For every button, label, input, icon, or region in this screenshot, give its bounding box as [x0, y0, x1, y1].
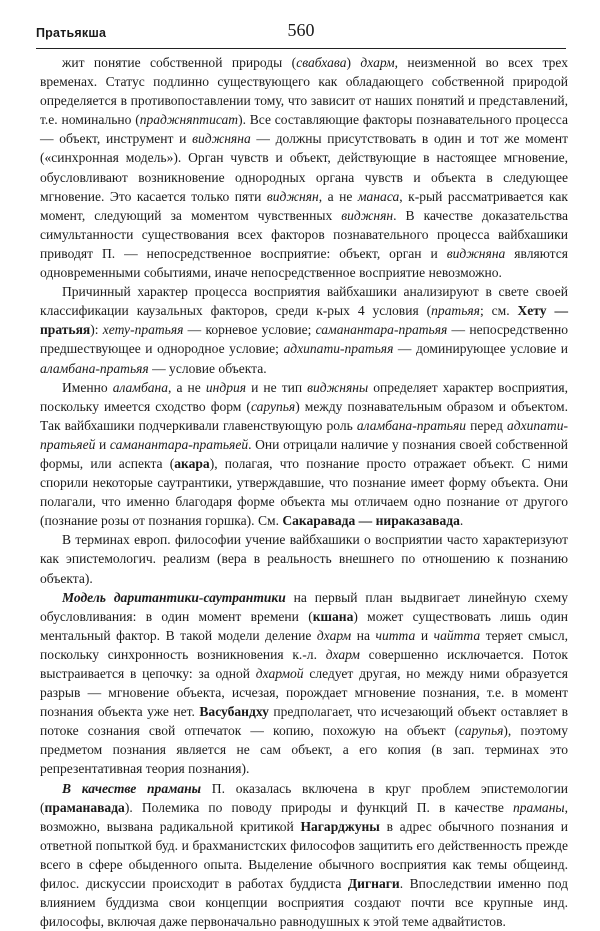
- text-run: ). Все составляющие факторы познавательного процесса — объект, инструмент и: [40, 112, 568, 147]
- text-run: П. оказалась включена в круг проблем эпистемологии (: [40, 780, 568, 815]
- text-run: ), поэтому предметом познания является не сам объект, а его копия (в зап. терминах это репрезентативная теория познания).: [40, 723, 569, 777]
- paragraph: [40, 779, 568, 931]
- text-run: и: [415, 627, 434, 643]
- bold-term: Нагарджуны: [300, 818, 380, 834]
- italic-term: праджняптисат: [139, 112, 239, 128]
- text-run: являются одновременными событиями, иначе непосредственное восприятие невозможно.: [40, 245, 568, 281]
- text-run: ) между познавательным образом и объектом. Так вайбхашики подчеркивали главенствующую роль: [40, 398, 568, 433]
- text-run: , а не: [318, 188, 358, 204]
- text-run: перед: [466, 417, 507, 433]
- italic-term: аламбана-пратьяя: [40, 360, 149, 376]
- text-run: в адрес обычного познания и ответной попыткой буд. и брахманистских философов защитить его действенность прежде всего в сфере обыденного опыта. Выделение обычного восприятия как темы общеинд. филос. дискуссии происходит в работах буддиста: [40, 818, 568, 892]
- italic-term: адхипати-пратьяей: [40, 417, 568, 452]
- bold-term: праманавада: [44, 799, 125, 815]
- italic-term: сарупья: [250, 398, 296, 414]
- text-run: , к-рый рассматривается как момент, следующий за моментом чувственных: [40, 188, 568, 223]
- paragraph: [40, 530, 568, 587]
- italic-term: чайтта: [433, 627, 481, 643]
- text-run: на первый план выдвигает линейную схему обусловливания: в один момент времени (: [40, 589, 568, 624]
- italic-term: саманантара-пратьяя: [315, 322, 448, 338]
- text-run: — доминирующее условие и: [393, 341, 569, 357]
- italic-term: дхарм: [316, 627, 352, 643]
- text-run: и: [95, 436, 110, 452]
- text-run: на: [351, 627, 376, 643]
- italic-term: сарупья: [459, 723, 504, 739]
- text-run: — непосредственно предшествующее и однородное условие;: [40, 322, 568, 357]
- paragraph: [40, 588, 568, 779]
- text-run: , неизменной во всех трех временах. Статус подлинно существующего как обладающего собственной природой определяется в противопоставлении тому, что зависит от наших понятий и представлений, т.е. номинально (: [40, 55, 568, 128]
- text-run: ; см.: [479, 303, 518, 319]
- text-run: ): [346, 55, 361, 70]
- italic-term: адхипати-пратьяя: [283, 341, 394, 357]
- italic-term: дхарм: [325, 646, 360, 662]
- text-run: ), полагая, что познание просто отражает объект. С ними спорили некоторые саутрантики, утверждавшие, что познание имеет форму объекта. Они полагали, что именно благодаря форме объекта мы отличаем одно познание от другого (познание розы от познания горшка). См.: [40, 455, 568, 529]
- italic-term: хету-пратьяя: [102, 322, 184, 338]
- bold-term: Хету — пратьяя: [40, 303, 568, 338]
- italic-term: праманы: [512, 799, 565, 815]
- text-run: ) может существовать лишь один ментальный фактор. В такой модели деление: [40, 608, 568, 643]
- text-run: следует другая, но между ними образуется разрыв — мгновение объекта, исчезая, порождает мгновение познания, т.е. в момент познания объекта уже нет.: [40, 666, 568, 720]
- text-run: определяет характер восприятия, поскольку имеется сходство форм (: [40, 379, 568, 414]
- italic-term: виджняны: [307, 379, 369, 395]
- article-body: [40, 53, 568, 931]
- paragraph: [40, 282, 568, 377]
- paragraph: [40, 53, 568, 282]
- italic-term: индрия: [205, 379, 247, 395]
- text-run: — условие объекта.: [148, 360, 267, 376]
- italic-term: виджнян: [266, 188, 319, 204]
- italic-term: дхарм: [360, 55, 395, 70]
- text-run: — должны присутствовать в один и тот же момент («синхронная модель»). Орган чувств и объект, действующие в настоящее мгновение, обусловливают возникновение однородных органа чувств и объекта в следующее мгновение. Это касается только пяти: [40, 131, 568, 204]
- text-run: , возможно, вызвана радикальной критикой: [40, 799, 568, 834]
- italic-term: дхармой: [255, 666, 304, 681]
- text-run: ). Полемика по поводу природы и функций П. в качестве: [124, 799, 513, 815]
- bold-term: кшана: [312, 608, 354, 624]
- italic-term: аламбана-пратьяи: [356, 417, 467, 433]
- text-run: , а не: [168, 379, 206, 395]
- bold-term: Дигнаги: [347, 876, 400, 892]
- text-run: Именно: [62, 379, 113, 395]
- page-number: 560: [287, 20, 315, 40]
- text-run: предполагает, что исчезающий объект оставляет в потоке сознания свой отпечаток — копию, похожую на объект (: [40, 704, 569, 739]
- text-run: — корневое условие;: [183, 322, 316, 338]
- italic-term: читта: [375, 627, 416, 643]
- text-run: теряет смысл, поскольку синхронность возникновения к.-л.: [40, 627, 568, 662]
- paragraph: [40, 378, 568, 531]
- section-lead: Модель даритантики-саутрантики: [62, 589, 286, 605]
- header-rule: [36, 48, 566, 49]
- italic-term: виджнян: [341, 207, 394, 223]
- italic-term: виджняна: [192, 131, 251, 147]
- bold-term: акара: [174, 455, 210, 471]
- text-run: Причинный характер процесса восприятия вайбхашики анализируют в свете своей классификации каузальных факторов, среди к-рых 4 условия (: [40, 284, 568, 319]
- section-lead: В качестве праманы: [62, 780, 202, 796]
- bold-term: Васубандху: [199, 704, 269, 720]
- text-run: . В качестве доказательства симультанности существования всех факторов познавательного процесса вайбхашики приводят П. — непосредственное восприятие: объект, орган и: [40, 207, 568, 261]
- italic-term: саманантара-пратьяей: [109, 436, 249, 452]
- running-head: Пратьякша: [36, 26, 107, 40]
- text-run: . Впоследствии именно под влиянием буддизма свои концепции восприятия создают почти все крупные инд. философы, включая даже первоначально равнодушных к этой теме адвайтистов.: [40, 876, 569, 930]
- text-run: . Они отрицали наличие у познания своей собственной формы, или аспекта (: [40, 436, 568, 471]
- italic-term: свабхава: [296, 55, 347, 70]
- text-run: совершенно исключается. Поток выстраивается в цепочку: за одной: [40, 646, 568, 681]
- text-run: ):: [90, 322, 103, 338]
- text-run: .: [459, 513, 464, 529]
- text-run: жит понятие собственной природы (: [62, 55, 297, 70]
- italic-term: аламбана: [112, 379, 169, 395]
- italic-term: пратьяя: [431, 303, 480, 319]
- text-run: и не тип: [246, 379, 308, 395]
- italic-term: манаса: [357, 188, 400, 204]
- italic-term: виджняна: [446, 245, 506, 261]
- bold-term: Сакаравада — нираказавада: [282, 513, 460, 529]
- page-header: [36, 20, 566, 46]
- text-run: В терминах европ. философии учение вайбхашики о восприятии часто характеризуют как эпистемологич. реализм (вера в реальность внешнего по отношению к познанию объекта).: [40, 532, 568, 586]
